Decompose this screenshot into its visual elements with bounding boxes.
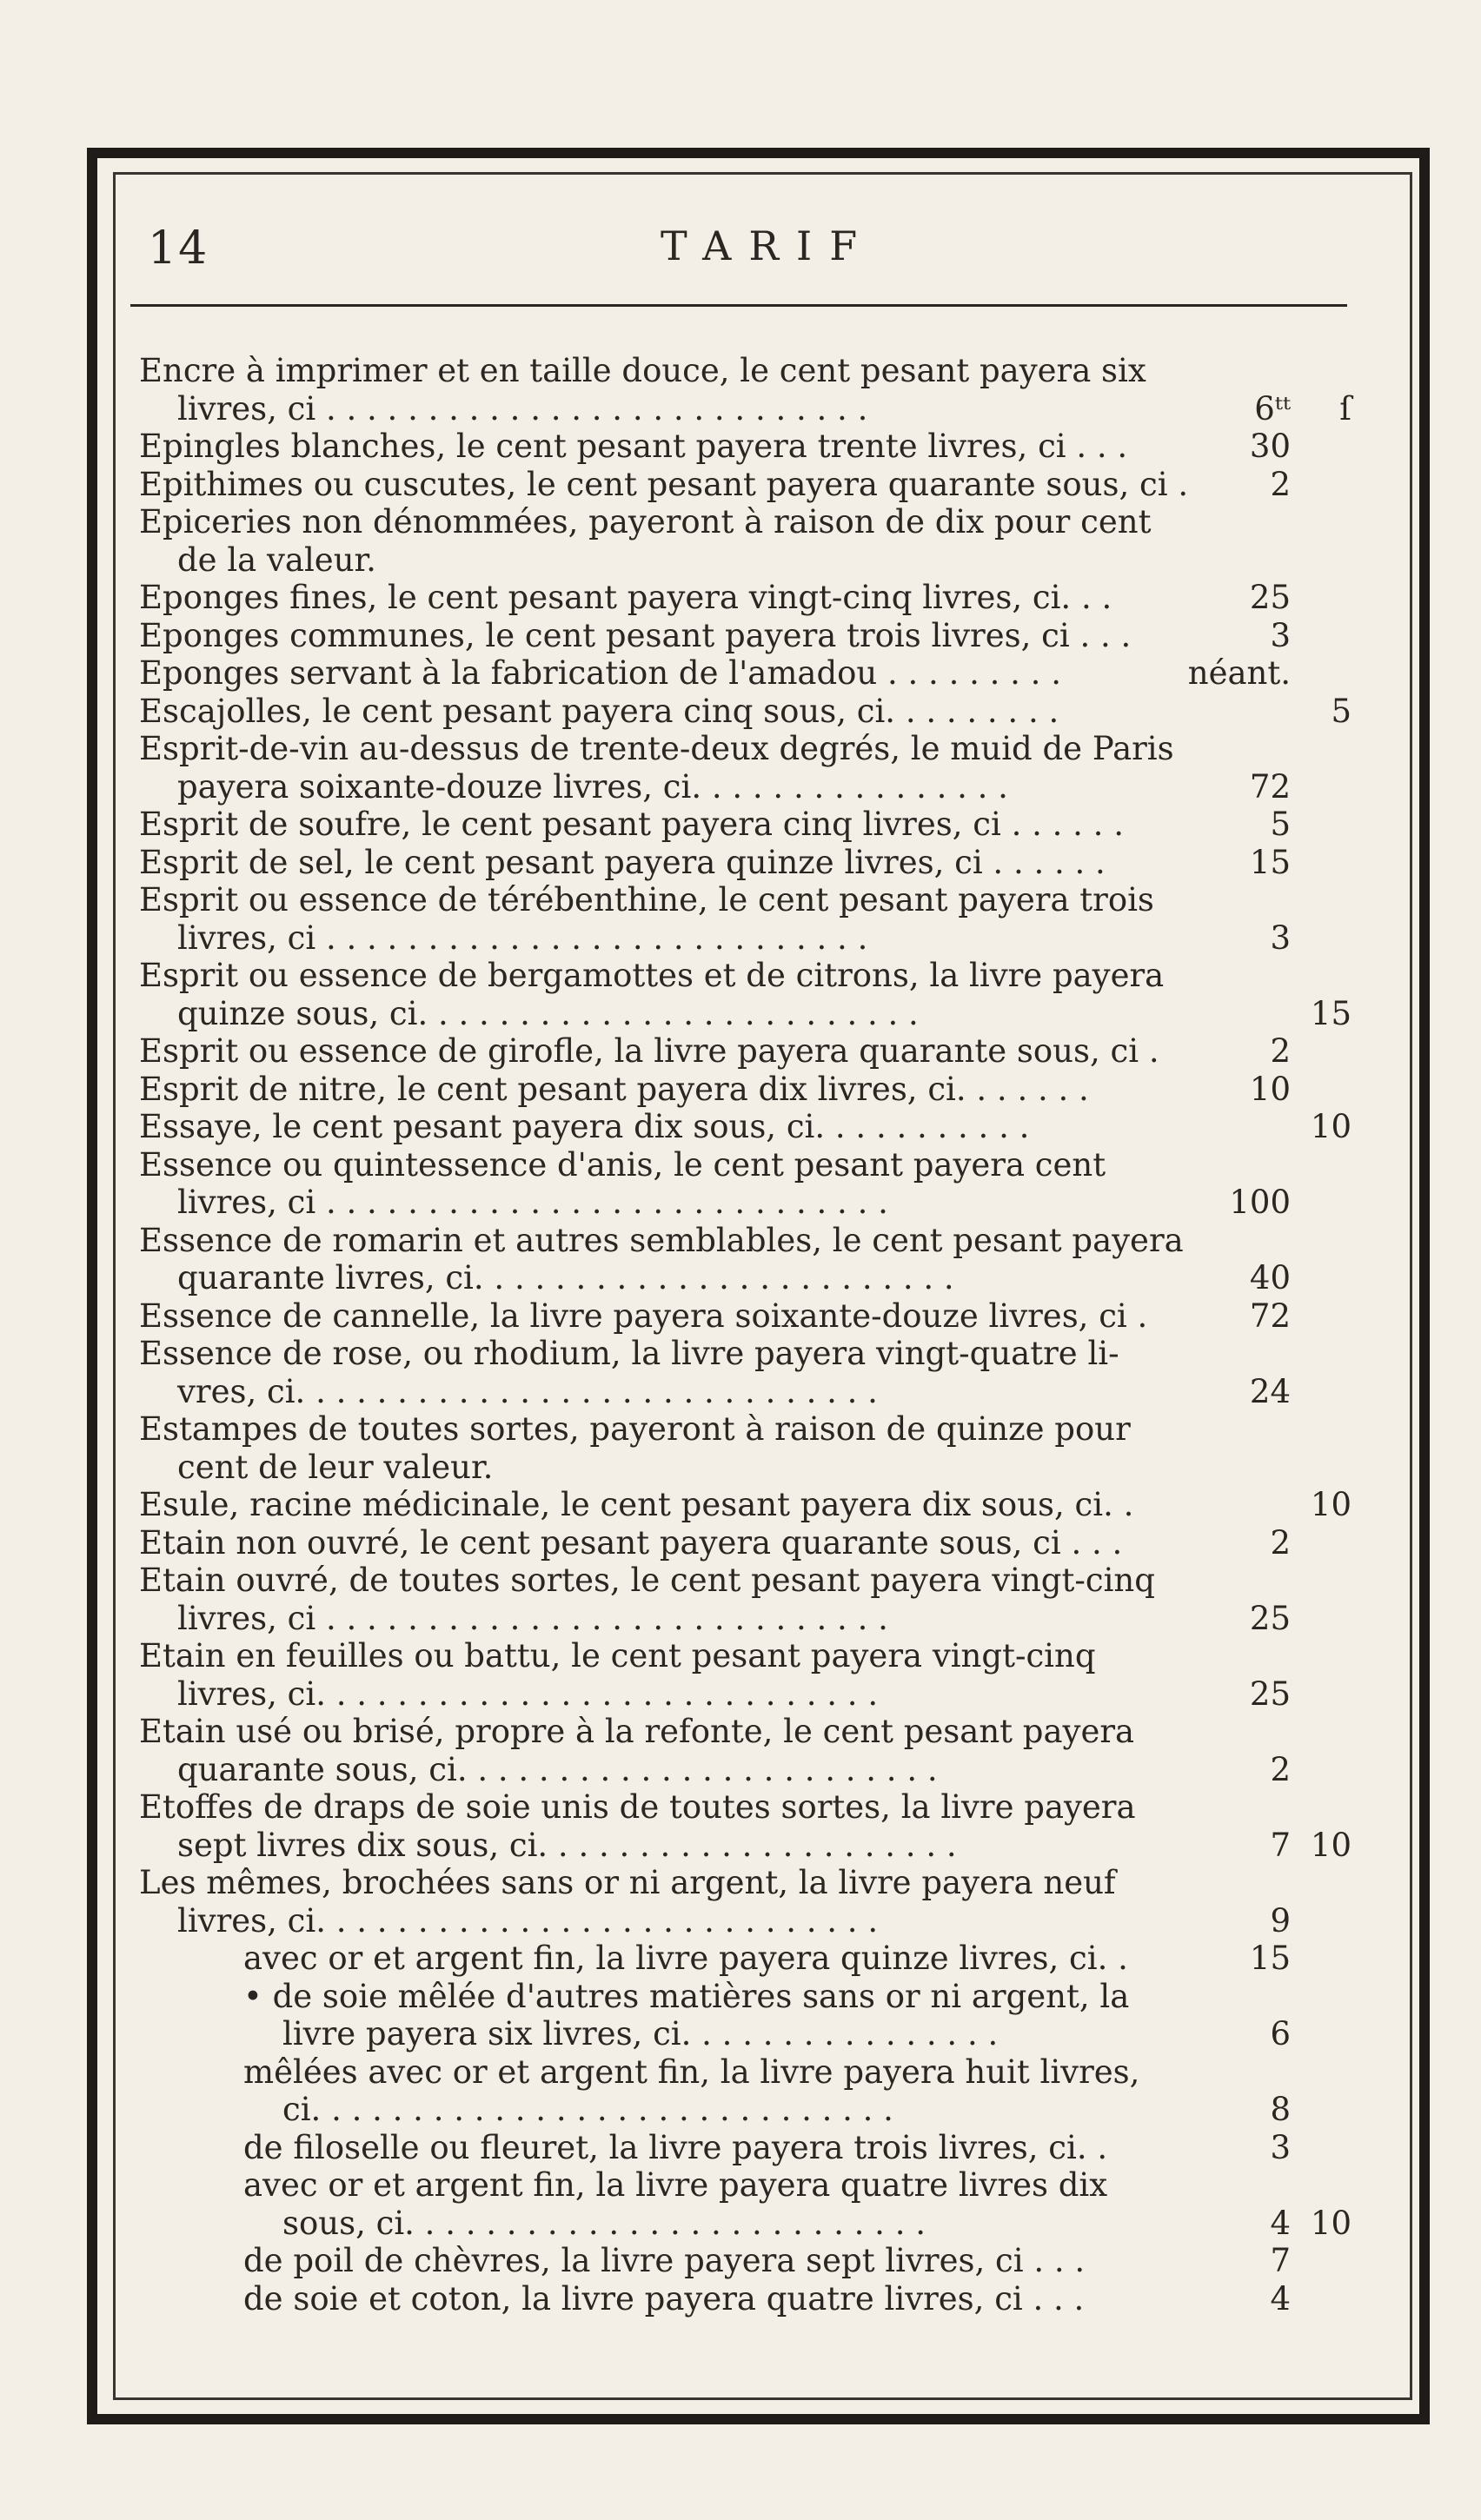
amount-livres: 30 [1249,428,1291,465]
entry-text: Essence de romarin et autres semblables, le cent pesant payera [139,1221,1184,1259]
entry-text: de soie et coton, la livre payera quatre livres, ci . . . [243,2279,1085,2318]
entry-text: Eponges communes, le cent pesant payera trois livres, ci . . . [139,616,1132,654]
tariff-line [139,1524,1351,1562]
entry-text: Esprit de sel, le cent pesant payera quinze livres, ci . . . . . . [139,843,1106,881]
entry-text: Etain non ouvré, le cent pesant payera quarante sous, ci . . . [139,1523,1123,1562]
tariff-line [139,995,1351,1033]
entry-text: Etain en feuilles ou battu, le cent pesant payera vingt-cinq [139,1637,1096,1674]
entry-text: Epiceries non dénommées, payeront à raison de dix pour cent [139,503,1152,540]
amount-livres: 72 [1249,767,1291,806]
entry-text: Eponges servant à la fabrication de l'amadou . . . . . . . . . [139,654,1061,692]
page-header [139,217,1356,278]
tariff-line [139,579,1351,617]
tariff-line [139,352,1351,390]
amount-livres: 7 [1270,1826,1291,1864]
tariff-line [139,1751,1351,1789]
border-right [1419,148,1430,2424]
tariff-line [139,1335,1351,1373]
tariff-line [139,1373,1351,1411]
entry-text: Essence de cannelle, la livre payera soixante-douze livres, ci . [139,1296,1148,1335]
amount-livres: 5 [1270,806,1291,843]
amount-sous: 15 [1310,994,1351,1032]
amount-livres: 25 [1249,1674,1291,1713]
tariff-line [139,428,1351,466]
amount-livres: 4 [1270,2204,1291,2242]
amount-livres: 2 [1270,1750,1291,1788]
entry-text: Epingles blanches, le cent pesant payera trente livres, ci . . . [139,428,1128,465]
tariff-line [139,1827,1351,1865]
amount-livres: néant. [1187,654,1291,692]
tariff-line [139,1788,1351,1827]
entry-text: Eponges fines, le cent pesant payera vingt-cinq livres, ci. . . [139,579,1112,616]
tariff-line [139,1222,1351,1260]
amount-livres: 25 [1249,1599,1291,1637]
tariff-line [139,1259,1351,1297]
tariff-line [139,844,1351,882]
tariff-line [139,730,1351,768]
tariff-line [139,1032,1351,1071]
border-bottom [87,2414,1430,2424]
entry-text: Esprit-de-vin au-dessus de trente-deux degrés, le muid de Paris [139,730,1174,767]
entry-text: mêlées avec or et argent fin, la livre payera huit livres, [243,2052,1140,2091]
tariff-line [139,2242,1351,2280]
border-left [87,148,97,2424]
amount-livres: 9 [1270,1901,1291,1940]
entry-text: livres, ci . . . . . . . . . . . . . . . . . . . . . . . . . . . [177,918,868,957]
amount-sous: 10 [1310,1826,1351,1864]
entry-text: Encre à imprimer et en taille douce, le cent pesant payera six [139,352,1146,389]
entry-text: Les mêmes, brochées sans or ni argent, la livre payera neuf [139,1864,1116,1901]
tariff-line [139,1864,1351,1902]
tariff-line [139,1675,1351,1714]
amount-livres: 72 [1249,1296,1291,1335]
entry-text: quinze sous, ci. . . . . . . . . . . . . . . . . . . . . . . . . [177,994,919,1032]
tariff-line [139,1297,1351,1336]
tariff-line [139,1978,1351,2016]
entry-text: Esprit ou essence de térébenthine, le cent pesant payera trois [139,881,1154,918]
tariff-line [139,919,1351,958]
tariff-line [139,654,1351,693]
amount-livres: 10 [1249,1070,1291,1108]
entry-text: quarante livres, ci. . . . . . . . . . . . . . . . . . . . . . . . [177,1259,954,1296]
entry-text: cent de leur valeur. [177,1448,494,1486]
entry-text: Esprit de soufre, le cent pesant payera cinq livres, ci . . . . . . [139,806,1124,843]
amount-livres: 2 [1270,1032,1291,1070]
tariff-line [139,617,1351,655]
entry-text: • de soie mêlée d'autres matières sans or ni argent, la [243,1977,1130,2015]
entry-text: livre payera six livres, ci. . . . . . . . . . . . . . . . [282,2015,999,2052]
tariff-line [139,1108,1351,1146]
tariff-line [139,1449,1351,1487]
tariff-line [139,466,1351,504]
amount-sous: 5 [1331,692,1351,730]
entry-text: sous, ci. . . . . . . . . . . . . . . . . . . . . . . . . . [282,2204,926,2242]
tariff-line [139,1562,1351,1600]
entry-text: de la valeur. [177,540,376,579]
tariff-line [139,1184,1351,1222]
amount-livres: 4 [1270,2279,1291,2318]
entry-text: Esprit ou essence de bergamottes et de citrons, la livre payera [139,957,1165,994]
tariff-line [139,2015,1351,2053]
entry-text: quarante sous, ci. . . . . . . . . . . . . . . . . . . . . . . . [177,1750,938,1788]
tariff-line [139,503,1351,541]
inner-rule-bottom [113,2397,1412,2400]
inner-rule-left [113,172,116,2400]
entry-text: Escajolles, le cent pesant payera cinq sous, ci. . . . . . . . . [139,692,1059,730]
amount-livres: 8 [1270,2091,1291,2128]
amount-livres: 100 [1229,1184,1291,1221]
tariff-line [139,2129,1351,2167]
tariff-line [139,1146,1351,1184]
entry-text: sept livres dix sous, ci. . . . . . . . . . . . . . . . . . . . . [177,1826,957,1864]
tariff-entries [139,352,1351,2318]
amount-livres: 15 [1249,1940,1291,1977]
inner-rule-right [1410,172,1412,2400]
entry-text: Etain ouvré, de toutes sortes, le cent pesant payera vingt-cinq [139,1562,1155,1599]
entry-text: Esule, racine médicinale, le cent pesant payera dix sous, ci. . [139,1486,1134,1523]
header-rule [130,304,1347,307]
entry-text: payera soixante-douze livres, ci. . . . . . . . . . . . . . . . [177,767,1008,806]
tariff-line [139,541,1351,580]
amount-sous: 10 [1310,2204,1351,2242]
amount-livres: 2 [1270,465,1291,503]
entry-text: avec or et argent fin, la livre payera quatre livres dix [243,2166,1108,2204]
tariff-line [139,1600,1351,1638]
entry-text: Esprit de nitre, le cent pesant payera dix livres, ci. . . . . . . [139,1070,1089,1108]
amount-livres: 3 [1270,2128,1291,2166]
entry-text: de poil de chèvres, la livre payera sept livres, ci . . . [243,2242,1086,2279]
amount-livres: 40 [1249,1259,1291,1296]
tariff-line [139,2091,1351,2129]
amount-livres: 6ᵗᵗ [1254,389,1291,428]
tariff-line [139,1713,1351,1751]
tariff-line [139,1486,1351,1524]
page-number: 14 [148,222,209,275]
entry-text: livres, ci . . . . . . . . . . . . . . . . . . . . . . . . . . . . [177,1599,888,1637]
tariff-line [139,1902,1351,1940]
amount-sous: ſ [1339,389,1351,428]
entry-text: Etoffes de draps de soie unis de toutes sortes, la livre payera [139,1788,1136,1826]
amount-livres: 25 [1249,579,1291,616]
tariff-line [139,2280,1351,2318]
border-top [87,148,1430,158]
tariff-line [139,1410,1351,1449]
tariff-line [139,2205,1351,2243]
tariff-line [139,881,1351,919]
entry-text: livres, ci. . . . . . . . . . . . . . . . . . . . . . . . . . . . [177,1674,879,1713]
amount-livres: 3 [1270,918,1291,957]
tariff-line [139,693,1351,731]
entry-text: avec or et argent fin, la livre payera quinze livres, ci. . [243,1940,1128,1977]
amount-sous: 10 [1310,1108,1351,1145]
entry-text: de filoselle ou fleuret, la livre payera trois livres, ci. . [243,2128,1108,2166]
tariff-line [139,806,1351,844]
amount-livres: 2 [1270,1523,1291,1562]
amount-livres: 24 [1249,1372,1291,1410]
tariff-line [139,957,1351,995]
amount-livres: 6 [1270,2015,1291,2052]
entry-text: livres, ci. . . . . . . . . . . . . . . . . . . . . . . . . . . . [177,1901,879,1940]
entry-text: Esprit ou essence de girofle, la livre payera quarante sous, ci . [139,1032,1159,1070]
tariff-line [139,2166,1351,2205]
tariff-line [139,2053,1351,2092]
amount-sous: 10 [1310,1486,1351,1523]
entry-text: Epithimes ou cuscutes, le cent pesant payera quarante sous, ci . [139,465,1189,503]
entry-text: Essence ou quintessence d'anis, le cent pesant payera cent [139,1145,1106,1184]
entry-text: ci. . . . . . . . . . . . . . . . . . . . . . . . . . . . . [282,2091,893,2128]
entry-text: livres, ci . . . . . . . . . . . . . . . . . . . . . . . . . . . [177,389,868,428]
entry-text: Essaye, le cent pesant payera dix sous, ci. . . . . . . . . . . [139,1108,1030,1145]
running-title: TARIF [661,222,875,269]
entry-text: Etain usé ou brisé, propre à la refonte, le cent pesant payera [139,1713,1135,1750]
amount-livres: 7 [1270,2242,1291,2279]
tariff-line [139,1940,1351,1978]
entry-text: vres, ci. . . . . . . . . . . . . . . . . . . . . . . . . . . . . [177,1372,878,1410]
inner-rule-top [113,172,1412,175]
tariff-line [139,768,1351,806]
amount-livres: 15 [1249,843,1291,881]
tariff-line [139,390,1351,428]
entry-text: Estampes de toutes sortes, payeront à raison de quinze pour [139,1410,1131,1448]
tariff-line [139,1071,1351,1109]
entry-text: livres, ci . . . . . . . . . . . . . . . . . . . . . . . . . . . . [177,1184,888,1221]
amount-livres: 3 [1270,616,1291,654]
entry-text: Essence de rose, ou rhodium, la livre payera vingt-quatre li- [139,1335,1119,1372]
tariff-line [139,1637,1351,1675]
